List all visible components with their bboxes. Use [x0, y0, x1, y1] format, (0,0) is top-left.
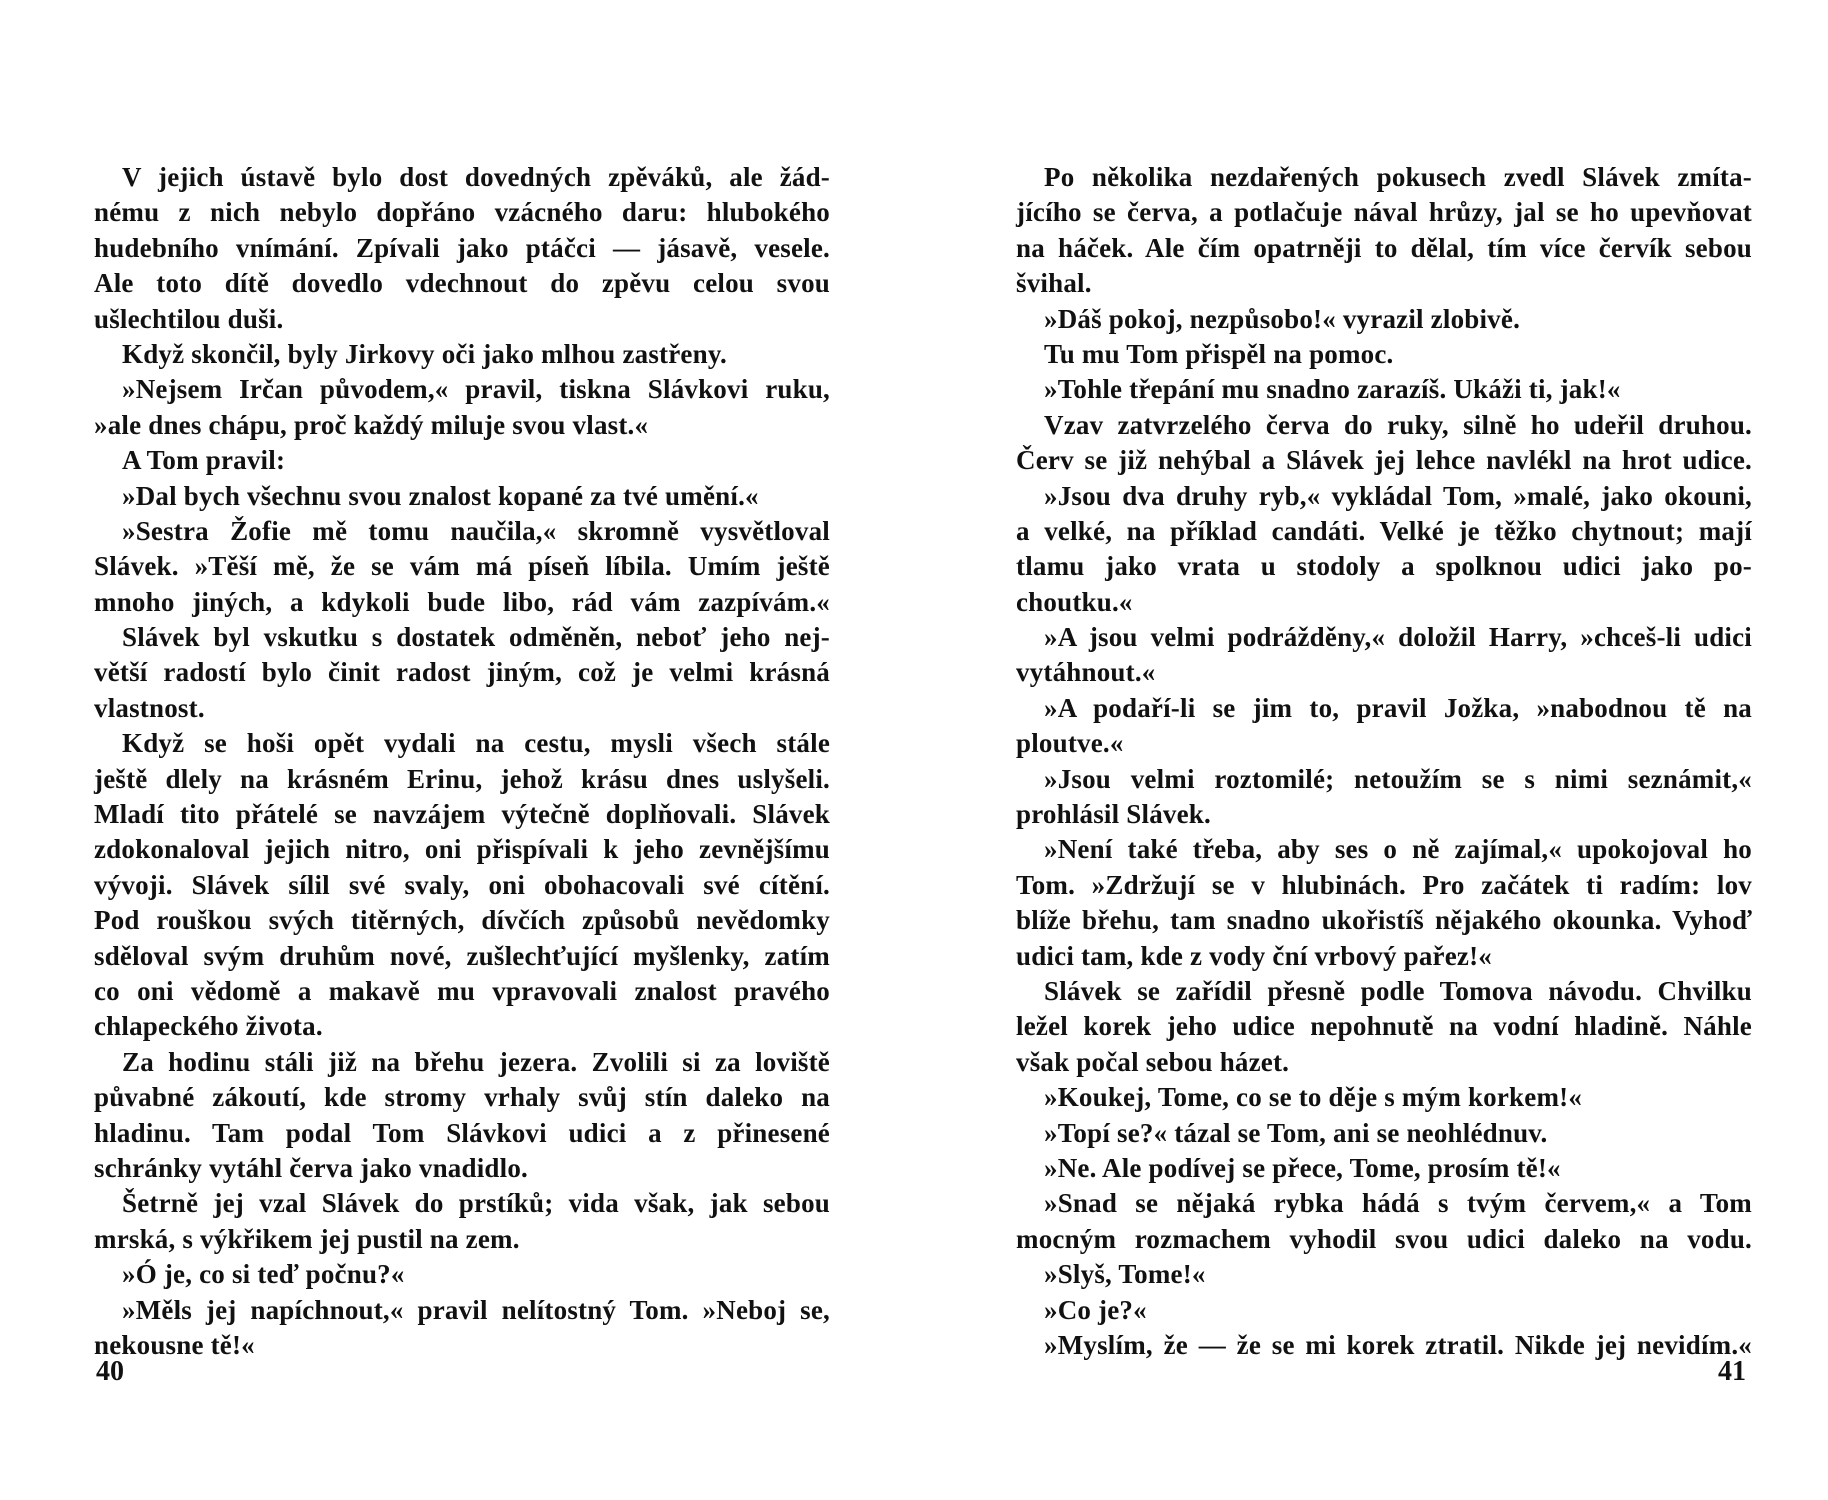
text-line: půvabné zákoutí, kde stromy vrhaly svůj stín daleko na	[94, 1082, 830, 1113]
text-line: V jejich ústavě bylo dost dovedných zpěváků, ale žád-	[122, 162, 830, 192]
text-line: zdokonaloval jejich nitro, oni přispívali k jeho zevnějšímu	[94, 834, 830, 865]
text-line: vytáhnout.«	[1016, 657, 1156, 688]
text-line: na háček. Ale čím opatrněji to dělal, tím více červík sebou	[1016, 232, 1752, 263]
text-line: »A podaří-li se jim to, pravil Jožka, »nabodnou tě na	[1044, 692, 1752, 723]
text-line: vývoji. Slávek sílil své svaly, oni obohacovali své cítění.	[94, 869, 830, 900]
text-line: vlastnost.	[94, 692, 205, 723]
text-line: »Jsou dva druhy ryb,« vykládal Tom, »malé, jako okouni,	[1044, 480, 1752, 511]
text-line: tlamu jako vrata u stodoly a spolknou udici jako po-	[1016, 551, 1752, 582]
text-line: prohlásil Slávek.	[1016, 799, 1211, 830]
text-line: A Tom pravil:	[122, 445, 286, 476]
left-page-text	[94, 160, 830, 1363]
text-line: Tu mu Tom přispěl na pomoc.	[1044, 338, 1394, 369]
text-line: »ale dnes chápu, proč každý miluje svou vlast.«	[94, 409, 649, 440]
text-line: švihal.	[1016, 268, 1092, 299]
text-line: Šetrně jej vzal Slávek do prstíků; vida však, jak sebou	[122, 1188, 830, 1219]
text-line: Tom. »Zdržují se v hlubinách. Pro začátek ti radím: lov	[1016, 869, 1752, 900]
text-line: Když se hoši opět vydali na cestu, mysli všech stále	[122, 728, 830, 759]
text-line: Mladí tito přátelé se navzájem výtečně doplňovali. Slávek	[94, 799, 830, 830]
text-line: »Jsou velmi roztomilé; netoužím se s nimi seznámit,«	[1044, 763, 1752, 794]
text-line: Pod rouškou svých titěrných, dívčích způsobů nevědomky	[94, 905, 830, 936]
text-line: co oni vědomě a makavě mu vpravovali znalost pravého	[94, 975, 830, 1006]
text-line: »Sestra Žofie mě tomu naučila,« skromně vysvětloval	[122, 515, 830, 546]
text-line: ušlechtilou duši.	[94, 303, 284, 334]
text-line: »Topí se?« tázal se Tom, ani se neohlédnuv.	[1044, 1117, 1548, 1148]
left-page-number: 40	[96, 1356, 124, 1387]
text-line: udici tam, kde z vody ční vrbový pařez!«	[1016, 940, 1492, 971]
text-line: »Myslím, že — že se mi korek ztratil. Nikde jej nevidím.«	[1044, 1329, 1752, 1360]
right-page-text	[1016, 160, 1752, 1363]
text-line: Slávek byl vskutku s dostatek odměněn, neboť jeho nej-	[122, 622, 830, 653]
text-line: »Dáš pokoj, nezpůsobo!« vyrazil zlobivě.	[1044, 303, 1521, 334]
text-line: nému z nich nebylo dopřáno vzácného daru: hlubokého	[94, 197, 830, 228]
text-line: mocným rozmachem vyhodil svou udici daleko na vodu.	[1016, 1223, 1752, 1254]
text-line: »Tohle třepání mu snadno zarazíš. Ukáži ti, jak!«	[1044, 374, 1621, 405]
text-line: »Co je?«	[1044, 1294, 1147, 1325]
text-line: hudebního vnímání. Zpívali jako ptáčci — jásavě, vesele.	[94, 232, 830, 263]
text-line: ležel korek jeho udice nepohnutě na vodní hladině. Náhle	[1016, 1011, 1752, 1042]
text-line: »Nejsem Irčan původem,« pravil, tiskna Slávkovi ruku,	[122, 374, 830, 405]
text-line: Když skončil, byly Jirkovy oči jako mlhou zastřeny.	[122, 338, 727, 369]
text-line: Po několika nezdařených pokusech zvedl Slávek zmíta-	[1044, 162, 1752, 192]
text-line: mrská, s výkřikem jej pustil na zem.	[94, 1223, 520, 1254]
text-line: choutku.«	[1016, 586, 1133, 617]
text-line: Za hodinu stáli již na břehu jezera. Zvolili si za loviště	[122, 1046, 830, 1077]
text-line: mnoho jiných, a kdykoli bude libo, rád vám zazpívám.«	[94, 586, 830, 617]
text-line: Vzav zatvrzelého červa do ruky, silně ho udeřil druhou.	[1044, 409, 1752, 440]
text-line: ještě dlely na krásném Erinu, jehož krásu dnes uslyšeli.	[94, 763, 830, 794]
right-page	[914, 0, 1828, 1500]
text-line: »Ne. Ale podívej se přece, Tome, prosím tě!«	[1044, 1152, 1561, 1183]
text-line: však počal sebou házet.	[1016, 1046, 1290, 1077]
text-line: Slávek. »Těší mě, že se vám má píseň líbila. Umím ještě	[94, 551, 830, 582]
text-line: jícího se červa, a potlačuje nával hrůzy, jal se ho upevňovat	[1016, 197, 1752, 228]
text-line: »Slyš, Tome!«	[1044, 1259, 1206, 1290]
text-line: blíže břehu, tam snadno ukořistíš nějakého okounka. Vyhoď	[1016, 905, 1752, 936]
text-line: »Koukej, Tome, co se to děje s mým korkem!«	[1044, 1082, 1583, 1113]
text-line: větší radostí bylo činit radost jiným, což je velmi krásná	[94, 657, 830, 688]
text-line: chlapeckého života.	[94, 1011, 323, 1042]
right-page-number: 41	[1718, 1356, 1746, 1387]
text-line: Slávek se zařídil přesně podle Tomova návodu. Chvilku	[1044, 975, 1752, 1006]
text-line: schránky vytáhl červa jako vnadidlo.	[94, 1152, 528, 1183]
text-line: »Dal bych všechnu svou znalost kopané za tvé umění.«	[122, 480, 759, 511]
text-line: »Není také třeba, aby ses o ně zajímal,« upokojoval ho	[1044, 834, 1752, 865]
text-line: »Ó je, co si teď počnu?«	[122, 1259, 405, 1290]
text-line: a velké, na příklad candáti. Velké je těžko chytnout; mají	[1016, 515, 1752, 546]
text-line: »A jsou velmi podrážděny,« doložil Harry, »chceš-li udici	[1044, 622, 1752, 653]
text-line: sděloval svým druhům nové, zušlechťující myšlenky, zatím	[94, 940, 830, 971]
text-line: Červ se již nehýbal a Slávek jej lehce navlékl na hrot udice.	[1016, 445, 1752, 476]
text-line: nekousne tě!«	[94, 1329, 255, 1360]
text-line: »Snad se nějaká rybka hádá s tvým červem,« a Tom	[1044, 1188, 1752, 1219]
text-line: ploutve.«	[1016, 728, 1124, 759]
text-line: hladinu. Tam podal Tom Slávkovi udici a z přinesené	[94, 1117, 830, 1148]
text-line: Ale toto dítě dovedlo vdechnout do zpěvu celou svou	[94, 268, 830, 299]
text-line: »Měls jej napíchnout,« pravil nelítostný Tom. »Neboj se,	[122, 1294, 830, 1325]
